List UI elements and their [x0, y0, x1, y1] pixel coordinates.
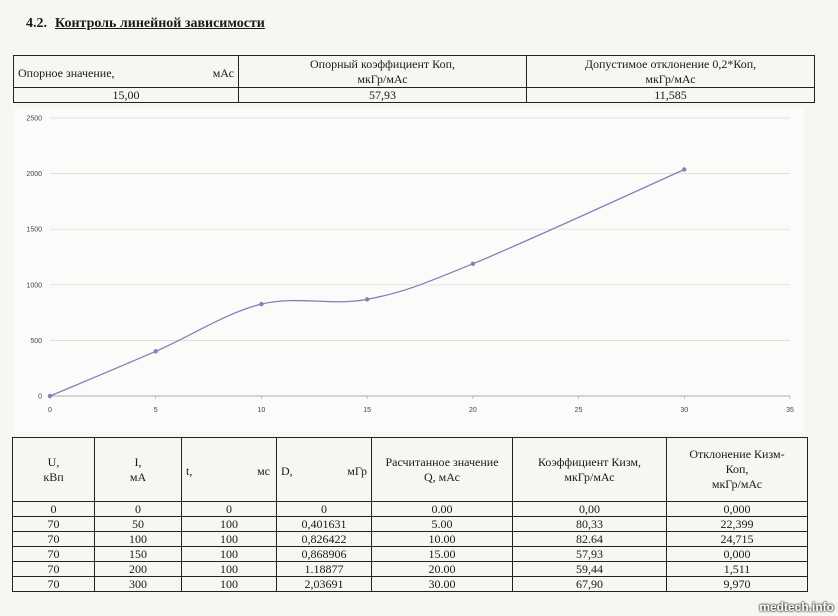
- dose-cell: 1.18877: [277, 562, 372, 577]
- deviation-unit: мкГр/мАс: [711, 477, 763, 491]
- calc-charge-cell: 15.00: [372, 547, 513, 562]
- x-tick-label: 30: [680, 407, 689, 414]
- coefficient-unit: мкГр/мАс: [564, 469, 615, 484]
- voltage-cell: 70: [13, 547, 95, 562]
- reference-header-row: [14, 56, 815, 88]
- time-cell: 100: [182, 562, 277, 577]
- reference-value-unit: мАс: [212, 66, 234, 80]
- reference-coefficient-cell: 57,93: [239, 88, 527, 103]
- deviation-cell: 22,399: [667, 517, 808, 532]
- deviation-cell: 9,970: [667, 577, 808, 592]
- data-point: [48, 394, 52, 398]
- reference-value-header: [14, 56, 239, 88]
- coefficient-label: Коэффициент Кизм,: [538, 454, 641, 469]
- deviation-label-2: Коп,: [725, 462, 749, 476]
- reference-table: [13, 55, 815, 103]
- allowed-deviation-label: Допустимое отклонение 0,2*Коп,: [584, 57, 757, 71]
- table-row: [13, 502, 808, 517]
- reference-coefficient-header: [239, 56, 527, 88]
- dose-unit: мГр: [347, 464, 367, 478]
- dose-label: D,: [281, 464, 293, 478]
- time-cell: 100: [182, 577, 277, 592]
- current-cell: 200: [95, 562, 182, 577]
- calc-charge-unit: Q, мАс: [424, 469, 460, 484]
- calc-charge-cell: 0.00: [372, 502, 513, 517]
- section-title: Контроль линейной зависимости: [55, 16, 265, 31]
- voltage-cell: 0: [13, 502, 95, 517]
- coefficient-cell: 67,90: [513, 577, 667, 592]
- time-cell: 0: [182, 502, 277, 517]
- y-tick-label: 1500: [26, 226, 42, 234]
- current-header: [95, 438, 182, 502]
- calc-charge-cell: 30.00: [372, 577, 513, 592]
- time-header: [182, 438, 277, 502]
- table-row: [13, 562, 808, 577]
- allowed-deviation-header: [527, 56, 815, 88]
- calc-charge-label: Расчитанное значение: [385, 454, 499, 469]
- table-row: [13, 517, 808, 532]
- calc-charge-cell: 20.00: [372, 562, 513, 577]
- deviation-cell: 0,000: [667, 547, 808, 562]
- current-cell: 0: [95, 502, 182, 517]
- dose-cell: 2,03691: [277, 577, 372, 592]
- reference-values-row: [14, 88, 815, 103]
- current-cell: 100: [95, 532, 182, 547]
- time-cell: 100: [182, 517, 277, 532]
- voltage-cell: 70: [13, 562, 95, 577]
- deviation-label-1: Отклонение Кизм-: [689, 447, 785, 461]
- dose-cell: 0,826422: [277, 532, 372, 547]
- dose-cell: 0,868906: [277, 547, 372, 562]
- voltage-cell: 70: [13, 532, 95, 547]
- dose-cell: 0,401631: [277, 517, 372, 532]
- measurement-rows: [13, 502, 808, 592]
- dose-header: [277, 438, 372, 502]
- y-tick-label: 1000: [26, 282, 42, 290]
- coefficient-header: [513, 438, 667, 502]
- voltage-label: U,: [47, 454, 60, 469]
- data-point: [259, 302, 263, 306]
- x-tick-label: 35: [786, 407, 794, 414]
- current-label: I,: [134, 454, 142, 469]
- data-point: [682, 167, 686, 171]
- watermark: medtech.info: [759, 600, 834, 614]
- data-point: [365, 297, 369, 301]
- x-tick-label: 0: [48, 407, 52, 414]
- calc-charge-cell: 5.00: [372, 517, 513, 532]
- linearity-chart: [14, 108, 804, 432]
- section-number: 4.2.: [26, 16, 47, 31]
- y-tick-label: 0: [38, 393, 42, 401]
- time-unit: мс: [257, 464, 270, 478]
- chart-background: [14, 108, 804, 432]
- x-tick-label: 5: [153, 407, 158, 414]
- measurement-table: [12, 437, 808, 592]
- time-cell: 100: [182, 532, 277, 547]
- time-label: t,: [186, 464, 193, 478]
- calc-charge-cell: 10.00: [372, 532, 513, 547]
- table-row: [13, 532, 808, 547]
- x-tick-label: 25: [574, 407, 583, 414]
- y-tick-label: 2500: [26, 115, 42, 123]
- current-cell: 300: [95, 577, 182, 592]
- allowed-deviation-unit: мкГр/мАс: [645, 72, 696, 86]
- reference-coefficient-label: Опорный коэффициент Коп,: [309, 57, 455, 71]
- deviation-header: [667, 438, 808, 502]
- deviation-cell: 24,715: [667, 532, 808, 547]
- current-cell: 50: [95, 517, 182, 532]
- current-cell: 150: [95, 547, 182, 562]
- time-cell: 100: [182, 547, 277, 562]
- reference-coefficient-unit: мкГр/мАс: [357, 72, 408, 86]
- allowed-deviation-cell: 11,585: [527, 88, 815, 103]
- dose-cell: 0: [277, 502, 372, 517]
- data-point: [154, 349, 158, 353]
- coefficient-cell: 57,93: [513, 547, 667, 562]
- deviation-cell: 1,511: [667, 562, 808, 577]
- coefficient-cell: 82.64: [513, 532, 667, 547]
- table-row: [13, 547, 808, 562]
- coefficient-cell: 59,44: [513, 562, 667, 577]
- y-tick-label: 2000: [26, 171, 42, 179]
- voltage-header: [13, 438, 95, 502]
- table-row: [13, 577, 808, 592]
- reference-value-cell: 15,00: [14, 88, 239, 103]
- deviation-cell: 0,000: [667, 502, 808, 517]
- y-tick-label: 500: [30, 337, 42, 345]
- data-point: [471, 262, 475, 266]
- calc-charge-header: [372, 438, 513, 502]
- voltage-cell: 70: [13, 517, 95, 532]
- voltage-unit: кВп: [43, 469, 64, 484]
- section-heading: [26, 16, 265, 32]
- coefficient-cell: 0,00: [513, 502, 667, 517]
- coefficient-cell: 80,33: [513, 517, 667, 532]
- voltage-cell: 70: [13, 577, 95, 592]
- current-unit: мА: [129, 469, 147, 484]
- reference-value-label: Опорное значение,: [18, 66, 115, 80]
- measurement-header-row: [13, 438, 808, 502]
- x-tick-label: 10: [257, 407, 266, 414]
- x-tick-label: 20: [468, 407, 477, 414]
- x-tick-label: 15: [363, 407, 372, 414]
